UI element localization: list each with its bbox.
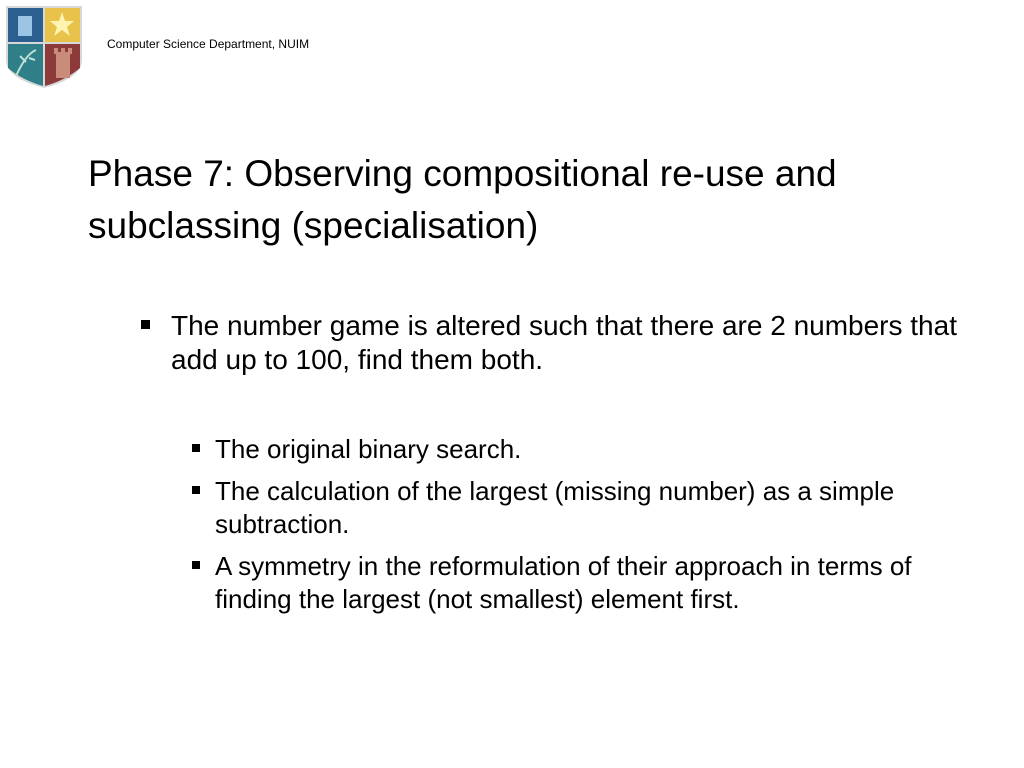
bullet-item: The number game is altered such that there are 2 numbers that add up to 100, find them both. xyxy=(171,310,957,375)
university-crest-logo xyxy=(2,2,86,90)
department-label: Computer Science Department, NUIM xyxy=(107,37,310,51)
sub-bullet-square-icon xyxy=(192,486,200,494)
sub-bullet-item: A symmetry in the reformulation of their approach in terms of finding the largest (not smallest) element first. xyxy=(215,551,912,614)
sub-bullet-item: The original binary search. xyxy=(215,434,522,464)
slide-title: Phase 7: Observing compositional re-use and subclassing (specialisation) xyxy=(88,153,837,246)
sub-bullet-square-icon xyxy=(192,561,200,569)
sub-bullet-square-icon xyxy=(192,444,200,452)
bullet-square-icon xyxy=(141,320,150,329)
sub-bullet-item: The calculation of the largest (missing number) as a simple subtraction. xyxy=(215,476,895,539)
